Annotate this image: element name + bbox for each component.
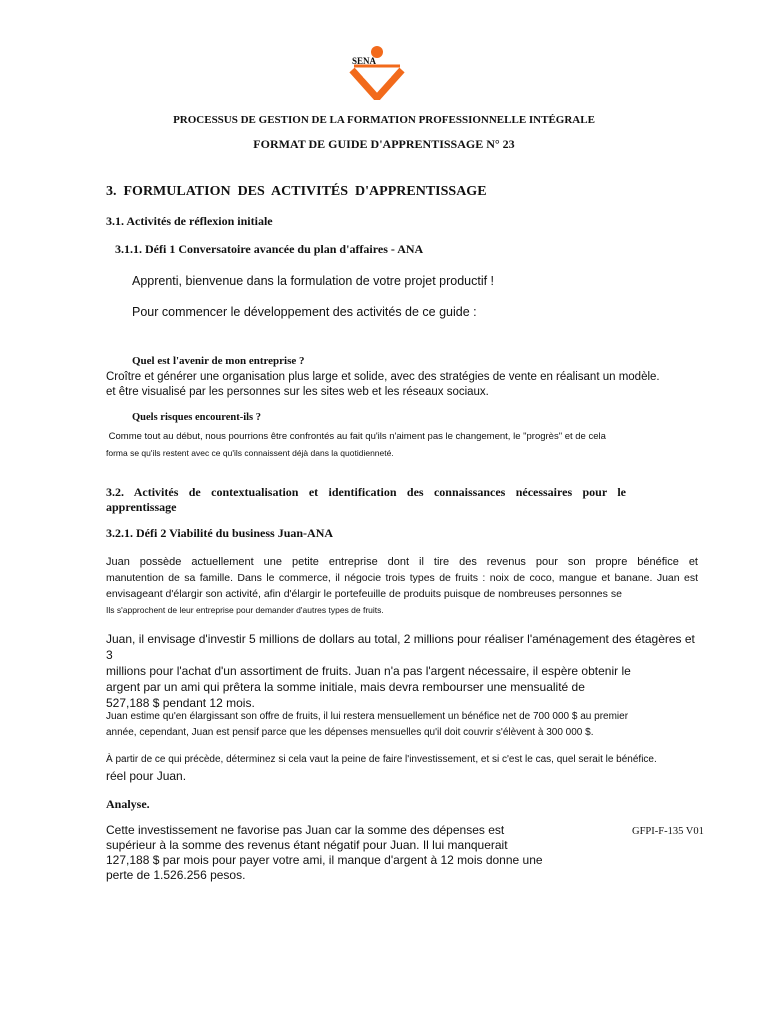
section-3-2-title-line: apprentissage — [106, 500, 177, 514]
section-3-1-title: 3.1. Activités de réflexion initiale — [106, 214, 273, 228]
section-3-title: 3. FORMULATION DES ACTIVITÉS D'APPRENTISSAGE — [106, 184, 487, 199]
paragraph-1 — [106, 554, 698, 618]
answer-2-line: Comme tout au début, nous pourrions être confrontés au fait qu'ils n'aiment pas le changement, le "progrès" et de cela — [106, 431, 606, 442]
section-3-1-1-title: 3.1.1. Défi 1 Conversatoire avancée du plan d'affaires - ANA — [115, 242, 424, 256]
header-process: PROCESSUS DE GESTION DE LA FORMATION PROFESSIONNELLE INTÉGRALE — [173, 114, 595, 126]
sena-logo-graphic — [348, 44, 408, 100]
answer-1 — [106, 370, 660, 400]
answer-1-line: Croître et générer une organisation plus large et solide, avec des stratégies de vente en réalisant un modèle. — [106, 371, 660, 383]
paragraph-3-line: année, cependant, Juan est pensif parce que les dépenses mensuelles qu'il doit couvrir s'élèvent à 300 000 $. — [106, 727, 594, 738]
welcome-text: Apprenti, bienvenue dans la formulation de votre projet productif ! — [132, 274, 495, 288]
paragraph-4 — [106, 751, 726, 785]
section-3-2-title-line: 3.2. Activités de contextualisation et identification des connaissances nécessaires pour le — [106, 485, 626, 499]
paragraph-3 — [106, 709, 706, 741]
paragraph-2-line: 527,188 $ pendant 12 mois. — [106, 696, 255, 710]
section-3-2-title — [106, 485, 626, 515]
paragraph-4-line: À partir de ce qui précède, déterminez si cela vaut la peine de faire l'investissement, et si c'est le cas, quel serait le bénéfice. — [106, 754, 657, 765]
paragraph-1-line: Juan possède actuellement une petite entreprise dont il tire des revenus pour son propre bénéfice et — [106, 556, 698, 568]
analysis-line: 127,188 $ par mois pour payer votre ami, il manque d'argent à 12 mois donne une — [106, 853, 543, 867]
logo-text: SENA — [352, 56, 377, 66]
paragraph-2-line: Juan, il envisage d'investir 5 millions de dollars au total, 2 millions pour réaliser l'aménagement des étagères et 3 — [106, 632, 695, 662]
paragraph-4-line: réel pour Juan. — [106, 769, 187, 783]
analysis-label: Analyse. — [106, 797, 150, 811]
sena-logo — [348, 44, 408, 100]
analysis-line: supérieur à la somme des revenus étant négatif pour Juan. Il lui manquerait — [106, 838, 508, 852]
question-2: Quels risques encourent-ils ? — [132, 412, 262, 423]
paragraph-3-line: Juan estime qu'en élargissant son offre de fruits, il lui restera mensuellement un bénéfice net de 700 000 $ au premier — [106, 711, 629, 722]
question-1: Quel est l'avenir de mon entreprise ? — [132, 355, 305, 367]
paragraph-1-line: envisageant d'élargir son activité, afin d'élargir le portefeuille de produits puisque de nombreuses personnes se — [106, 588, 622, 600]
analysis-line: perte de 1.526.256 pesos. — [106, 868, 246, 882]
answer-2-line: forma se qu'ils restent avec ce qu'ils connaissent déjà dans la quotidienneté. — [106, 448, 394, 458]
paragraph-2-line: argent par un ami qui prêtera la somme initiale, mais devra rembourser une mensualité de — [106, 680, 585, 694]
paragraph-2-line: millions pour l'achat d'un assortiment de fruits. Juan n'a pas l'argent nécessaire, il espère obtenir le — [106, 664, 631, 678]
footer-code: GFPI-F-135 V01 — [632, 826, 704, 837]
section-3-2-1-title: 3.2.1. Défi 2 Viabilité du business Juan-ANA — [106, 526, 334, 540]
analysis-line: Cette investissement ne favorise pas Juan car la somme des dépenses est — [106, 823, 505, 837]
answer-1-line: et être visualisé par les personnes sur les sites web et les réseaux sociaux. — [106, 386, 489, 398]
paragraph-1-line: Ils s'approchent de leur entreprise pour demander d'autres types de fruits. — [106, 605, 384, 615]
paragraph-1-line: manutention de sa famille. Dans le commerce, il négocie trois types de fruits : noix de coco, mangue et banane. Juan est — [106, 572, 698, 584]
answer-2 — [106, 429, 606, 461]
header-format: FORMAT DE GUIDE D'APPRENTISSAGE N° 23 — [253, 137, 515, 151]
start-text: Pour commencer le développement des activités de ce guide : — [132, 305, 477, 319]
paragraph-2 — [106, 631, 698, 711]
analysis-text — [106, 823, 546, 883]
